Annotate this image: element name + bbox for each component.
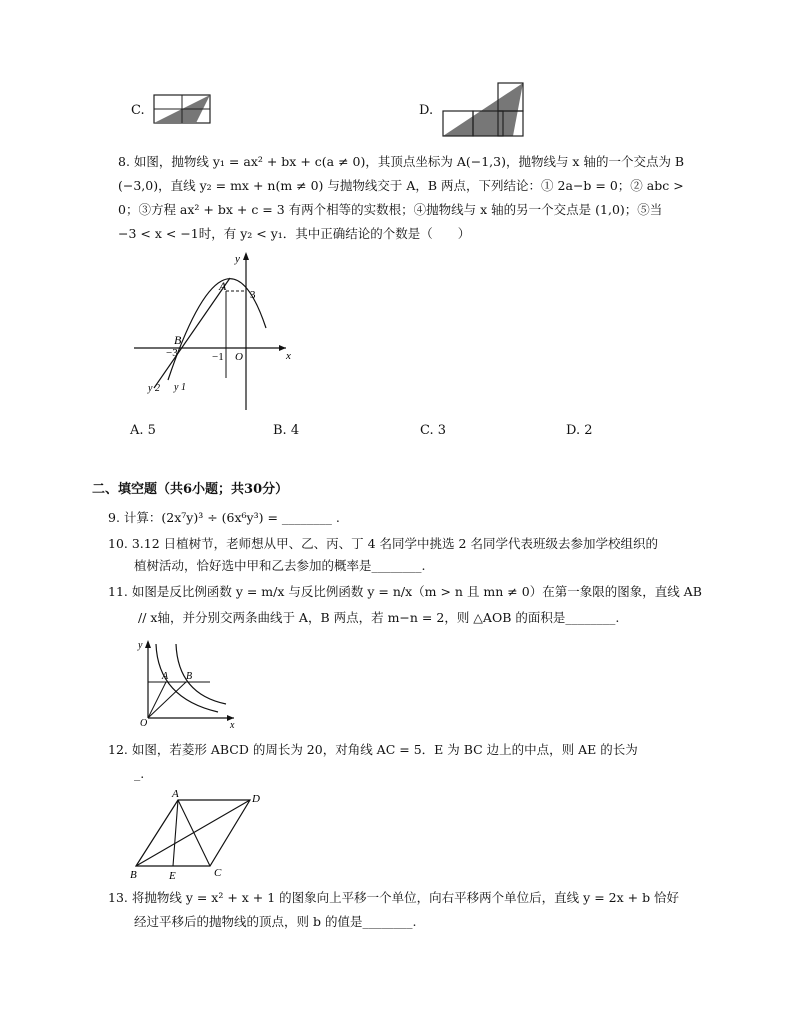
q8-label-x: x xyxy=(286,350,291,362)
q8-text-line-1: 8. 如图，抛物线 y₁ = ax² + bx + c(a ≠ 0)，其顶点坐标为 A(−1,3)，抛物线与 x 轴的一个交点为 B xyxy=(118,154,685,169)
section-2-heading: 二、填空题（共6小题；共30分） xyxy=(92,482,289,497)
q8-text-line-4: −3 < x < −1时，有 y₂ < y₁．其中正确结论的个数是（ ） xyxy=(118,226,471,241)
q7-option-c-label: C. xyxy=(131,103,145,118)
q11-label-x: x xyxy=(230,720,235,728)
q11-label-a: A xyxy=(162,671,169,682)
q13-text-line-2: 经过平移后的抛物线的顶点，则 b 的值是________. xyxy=(134,914,417,929)
q11-curve-m xyxy=(176,644,226,704)
q7-option-d-label: D. xyxy=(419,103,434,118)
q8-label-y1: y 1 xyxy=(174,382,186,393)
q8-parabola-figure xyxy=(126,248,306,414)
q8-label-y: y xyxy=(235,253,240,265)
q12-text-line-1: 12. 如图，若菱形 ABCD 的周长为 20，对角线 AC = 5．E 为 BC 边上的中点，则 AE 的长为 xyxy=(108,742,638,757)
q9-text: 9. 计算：(2x⁷y)³ ÷ (6x⁶y³) = ________ . xyxy=(108,510,340,525)
q8-label-3: 3 xyxy=(250,289,256,301)
q11-label-y: y xyxy=(138,640,143,651)
q11-label-b: B xyxy=(186,671,193,682)
q10-text-line-1: 10. 3.12 日植树节，老师想从甲、乙、丙、丁 4 名同学中挑选 2 名同学代表班级去参加学校组织的 xyxy=(108,536,658,551)
q8-label-y2: y 2 xyxy=(148,383,160,394)
q11-segment-oa xyxy=(148,682,166,718)
q11-segment-ob xyxy=(148,682,186,718)
q12-segment-ae xyxy=(173,800,178,866)
q8-label-a: A xyxy=(219,279,227,293)
q11-text-line-2: // x轴，并分别交两条曲线于 A，B 两点，若 m−n = 2，则 △AOB 的面积是________. xyxy=(138,610,620,625)
q11-hyperbola-figure xyxy=(136,636,240,728)
q8-option-d: D. 2 xyxy=(566,423,593,438)
q10-text-line-2: 植树活动，恰好选中甲和乙去参加的概率是________. xyxy=(134,558,426,573)
q7-option-c-figure xyxy=(150,93,214,125)
q12-text-line-2: _. xyxy=(134,766,145,781)
q12-diagonal-ac xyxy=(178,800,210,866)
q8-text-line-3: 0；③方程 ax² + bx + c = 3 有两个相等的实数根；④抛物线与 x 轴的另一个交点是 (1,0)；⑤当 xyxy=(118,202,663,217)
q12-label-a: A xyxy=(172,788,179,800)
q12-rhombus-figure xyxy=(128,786,268,882)
q12-diagonal-bd xyxy=(136,800,250,866)
q12-label-e: E xyxy=(169,870,176,882)
q12-label-c: C xyxy=(214,867,222,879)
q8-option-b: B. 4 xyxy=(273,423,300,438)
q13-text-line-1: 13. 将抛物线 y = x² + x + 1 的图象向上平移一个单位，向右平移两个单位后，直线 y = 2x + b 恰好 xyxy=(108,890,680,905)
q8-label-o: O xyxy=(235,351,243,363)
q8-label-neg1: −1 xyxy=(212,351,224,363)
q8-label-neg3: −3 xyxy=(166,347,178,359)
q11-label-o: O xyxy=(140,718,148,728)
q7-option-d-figure xyxy=(438,80,532,140)
q12-label-b: B xyxy=(130,869,137,881)
q12-label-d: D xyxy=(252,793,260,805)
q8-option-a: A. 5 xyxy=(130,423,156,438)
q8-option-c: C. 3 xyxy=(420,423,447,438)
q8-text-line-2: (−3,0)，直线 y₂ = mx + n(m ≠ 0) 与抛物线交于 A，B 两点，下列结论：① 2a−b = 0；② abc > xyxy=(118,178,684,193)
q8-label-b: B xyxy=(174,333,182,347)
q11-text-line-1: 11. 如图是反比例函数 y = m/x 与反比例函数 y = n/x（m > n 且 mn ≠ 0）在第一象限的图象，直线 AB xyxy=(108,584,702,599)
q8-line-y2 xyxy=(154,278,230,388)
